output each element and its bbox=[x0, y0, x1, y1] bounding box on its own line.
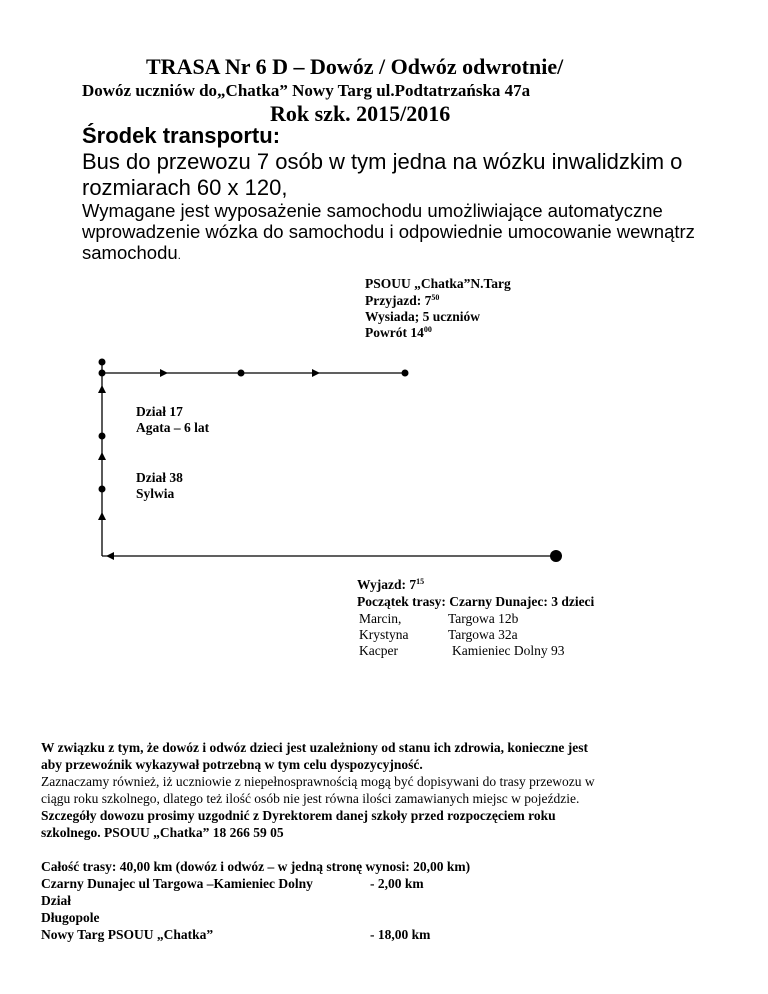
bus-description-line1: Bus do przewozu 7 osób w tym jedna na wózku inwalidzkim o bbox=[82, 149, 683, 174]
dropoff-info: Wysiada; 5 uczniów bbox=[365, 309, 481, 324]
page-subtitle: Dowóz uczniów do„Chatka” Nowy Targ ul.Podtatrzańska 47a bbox=[82, 81, 531, 100]
requirement-line2: wprowadzenie wózka do samochodu i odpowiednie umocowanie wewnątrz bbox=[82, 221, 695, 242]
note-bold-line2: aby przewoźnik wykazywał potrzebną w tym celu dyspozycyjność. bbox=[41, 757, 423, 772]
destination-name: PSOUU „Chatka”N.Targ bbox=[365, 276, 511, 291]
destination-point bbox=[402, 370, 409, 377]
distance-total: Całość trasy: 40,00 km (dowóz i odwóz – w jedną stronę wynosi: 20,00 km) bbox=[41, 859, 471, 874]
arrow-right-icon bbox=[160, 369, 168, 377]
arrow-up-icon bbox=[98, 385, 106, 393]
start-point bbox=[550, 550, 562, 562]
arrival-time: Przyjazd: $7^{50}$ bbox=[365, 293, 440, 308]
child-address: Targowa 32a bbox=[448, 627, 518, 642]
stop-point-dzial17 bbox=[99, 433, 106, 440]
transport-heading: Środek transportu: bbox=[82, 123, 281, 148]
note-plain-line1: Zaznaczamy również, iż uczniowie z niepełnosprawnością mogą być dopisywani do trasy przewozu w bbox=[41, 774, 595, 789]
child-address: Targowa 12b bbox=[448, 611, 519, 626]
page-title: TRASA Nr 6 D – Dowóz / Odwóz odwrotnie/ bbox=[146, 54, 564, 79]
arrow-up-icon bbox=[98, 452, 106, 460]
child-name: Kacper bbox=[359, 643, 398, 658]
stop-dzial38-place: Dział 38 bbox=[136, 470, 183, 485]
distance-row4-value: - 18,00 km bbox=[370, 927, 431, 942]
arrow-left-icon bbox=[106, 552, 114, 560]
route-start: Początek trasy: Czarny Dunajec: 3 dzieci bbox=[357, 594, 595, 609]
bus-description-line2: rozmiarach 60 x 120, bbox=[82, 175, 288, 200]
stop-point-dzial38 bbox=[99, 486, 106, 493]
return-time: Powrót $14^{00}$ bbox=[365, 325, 432, 340]
note-bold-line1: W związku z tym, że dowóz i odwóz dzieci jest uzależniony od stanu ich zdrowia, konieczne jest bbox=[41, 740, 588, 755]
child-name: Krystyna bbox=[359, 627, 409, 642]
route-point bbox=[238, 370, 245, 377]
arrow-up-icon bbox=[98, 512, 106, 520]
stop-dzial38-child: Sylwia bbox=[136, 486, 175, 501]
distance-row1-value: - 2,00 km bbox=[370, 876, 424, 891]
stop-dzial17-child: Agata – 6 lat bbox=[136, 420, 210, 435]
requirement-line1: Wymagane jest wyposażenie samochodu umożliwiające automatyczne bbox=[82, 200, 663, 221]
school-year: Rok szk. 2015/2016 bbox=[270, 101, 451, 126]
distance-row1-label: Czarny Dunajec ul Targowa –Kamieniec Dolny bbox=[41, 876, 313, 891]
arrow-right-icon bbox=[312, 369, 320, 377]
distance-row3-label: Długopole bbox=[41, 910, 100, 925]
stop-dzial17-place: Dział 17 bbox=[136, 404, 183, 419]
child-address: Kamieniec Dolny 93 bbox=[452, 643, 565, 658]
child-name: Marcin, bbox=[359, 611, 402, 626]
distance-row2-label: Dział bbox=[41, 893, 71, 908]
note-bold-line4: szkolnego. PSOUU „Chatka” 18 266 59 05 bbox=[41, 825, 284, 840]
departure-time: Wyjazd: $7^{15}$ bbox=[357, 577, 425, 592]
requirement-line3: samochodu. bbox=[82, 242, 181, 263]
route-point bbox=[99, 359, 106, 366]
note-plain-line2: ciągu roku szkolnego, dlatego też ilość osób nie jest równa ilości zamawianych miejsc w pojeździe. bbox=[41, 791, 580, 806]
distance-row4-label: Nowy Targ PSOUU „Chatka” bbox=[41, 927, 214, 942]
route-point bbox=[99, 370, 106, 377]
note-bold-line3: Szczegóły dowozu prosimy uzgodnić z Dyrektorem danej szkoły przed rozpoczęciem roku bbox=[41, 808, 556, 823]
